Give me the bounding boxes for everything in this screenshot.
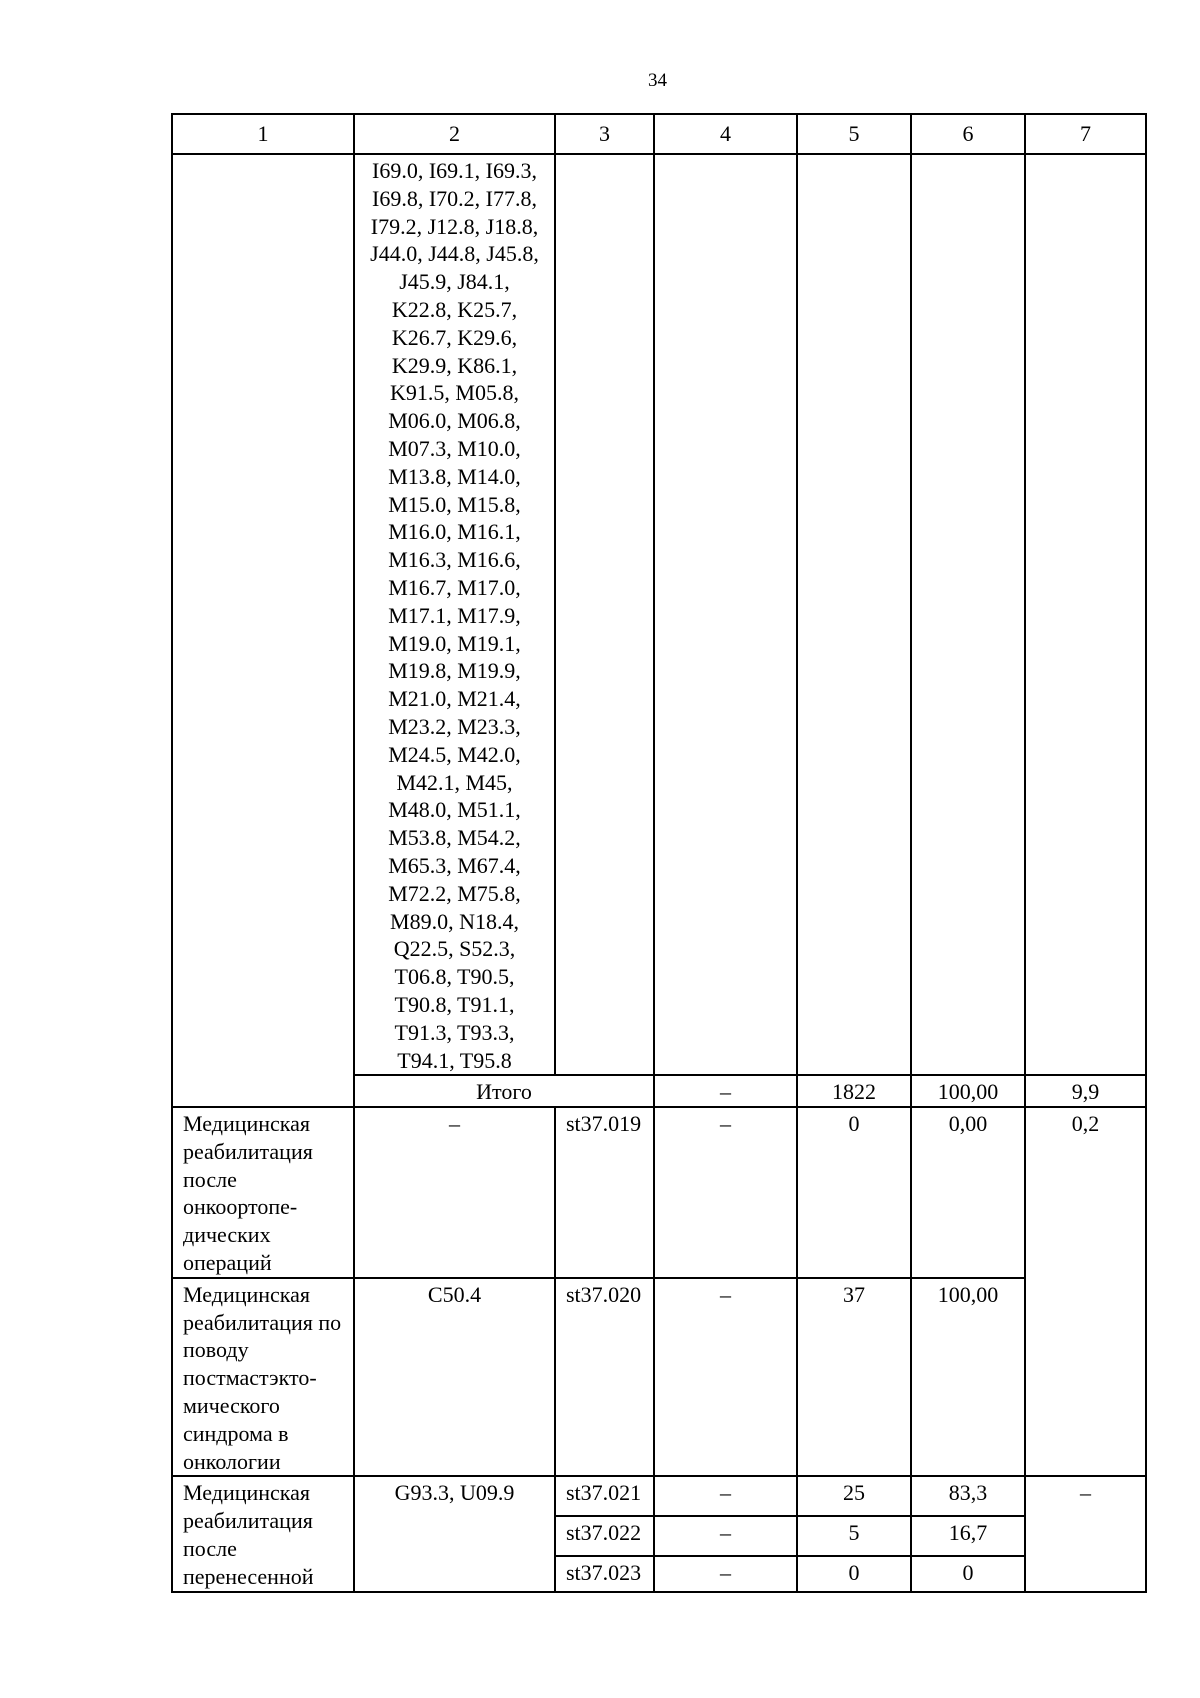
ksg-cell (555, 154, 654, 1075)
table-row (172, 1107, 1146, 1278)
col5-cell: 25 (797, 1476, 911, 1516)
diagnosis-codes-cell: – (354, 1107, 555, 1278)
diagnosis-code-line: Q22.5, S52.3, (393, 936, 516, 962)
col6-cell: 0 (911, 1556, 1025, 1592)
table-row (172, 1476, 1146, 1516)
col5-cell: 37 (797, 1278, 911, 1477)
col6-cell: 0,00 (911, 1107, 1025, 1278)
diagnosis-code-line: M24.5, M42.0, (388, 741, 521, 767)
diagnosis-code-line: M19.8, M19.9, (388, 658, 521, 684)
total-col5: 1822 (797, 1075, 911, 1107)
diagnosis-code-line: I69.0, I69.1, I69.3, (372, 158, 537, 183)
diagnosis-codes-cell: C50.4 (354, 1278, 555, 1477)
group-name-cell: Медицинская реабилитация после онкоортопе-дических операций (172, 1107, 354, 1278)
diagnosis-code-line: M89.0, N18.4, (390, 908, 519, 934)
diagnosis-code-line: J45.9, J84.1, (399, 269, 510, 295)
header-row (172, 114, 1146, 154)
diagnosis-codes-cell: G93.3, U09.9 (354, 1476, 555, 1591)
total-col7: 9,9 (1025, 1075, 1146, 1107)
page-number: 34 (648, 70, 667, 91)
col6-cell: 100,00 (911, 1278, 1025, 1477)
diagnosis-code-line: T94.1, T95.8 (397, 1047, 512, 1073)
diagnosis-code-line: K22.8, K25.7, (391, 296, 518, 322)
table-row (172, 1278, 1146, 1477)
group-name-cell: Медицинская реабилитация по поводу постмастэкто-мического синдрома в онкологии (172, 1278, 354, 1477)
col5-cell: 0 (797, 1556, 911, 1592)
total-label: Итого (354, 1075, 654, 1107)
col6-cell: 83,3 (911, 1476, 1025, 1516)
diagnosis-code-line: M16.7, M17.0, (388, 574, 521, 600)
total-col6: 100,00 (911, 1075, 1025, 1107)
diagnosis-codes-cell (354, 154, 555, 1075)
col7-cell: 0,2 (1025, 1107, 1146, 1476)
group-name-cell: Медицинская реабилитация после перенесенной (172, 1476, 354, 1591)
diagnosis-code-line: M53.8, M54.2, (388, 825, 521, 851)
diagnosis-code-line: M19.0, M19.1, (388, 630, 521, 656)
diagnosis-code-line: M06.0, M06.8, (388, 408, 521, 434)
ksg-cell: st37.022 (555, 1516, 654, 1556)
diagnosis-code-line: T06.8, T90.5, (394, 964, 515, 990)
codes-row (172, 154, 1146, 1075)
header-cell: 7 (1025, 114, 1146, 154)
col5-cell: 0 (797, 1107, 911, 1278)
diagnosis-code-line: T91.3, T93.3, (394, 1019, 515, 1045)
col4-cell: – (654, 1107, 797, 1278)
diagnosis-code-line: M16.0, M16.1, (388, 519, 521, 545)
diagnosis-code-line: I79.2, J12.8, J18.8, (370, 213, 539, 239)
diagnosis-code-line: I69.8, I70.2, I77.8, (372, 185, 537, 211)
header-cell: 6 (911, 114, 1025, 154)
diagnosis-code-line: M48.0, M51.1, (388, 797, 521, 823)
col4-cell (654, 154, 797, 1075)
diagnosis-code-line: K29.9, K86.1, (391, 352, 518, 378)
col7-cell: – (1025, 1476, 1146, 1591)
diagnosis-code-line: M23.2, M23.3, (388, 713, 521, 739)
diagnosis-code-line: M72.2, M75.8, (388, 880, 521, 906)
col4-cell: – (654, 1556, 797, 1592)
ksg-cell: st37.021 (555, 1476, 654, 1516)
diagnosis-code-line: M13.8, M14.0, (388, 463, 521, 489)
header-cell: 4 (654, 114, 797, 154)
header-cell: 1 (172, 114, 354, 154)
header-cell: 2 (354, 114, 555, 154)
ksg-cell: st37.023 (555, 1556, 654, 1592)
header-cell: 3 (555, 114, 654, 154)
col5-cell: 5 (797, 1516, 911, 1556)
diagnosis-code-line: J44.0, J44.8, J45.8, (370, 241, 539, 267)
group-name-cell (172, 154, 354, 1107)
diagnosis-code-line: M42.1, M45, (396, 769, 513, 795)
diagnosis-code-line: M16.3, M16.6, (388, 547, 521, 573)
col4-cell: – (654, 1516, 797, 1556)
col4-cell: – (654, 1476, 797, 1516)
ksg-cell: st37.020 (555, 1278, 654, 1477)
diagnosis-code-line: M65.3, M67.4, (388, 852, 521, 878)
col5-cell (797, 154, 911, 1075)
diagnosis-code-line: M21.0, M21.4, (388, 686, 521, 712)
total-col4: – (654, 1075, 797, 1107)
tariff-table (171, 113, 1147, 1593)
col4-cell: – (654, 1278, 797, 1477)
diagnosis-code-line: M07.3, M10.0, (388, 435, 521, 461)
diagnosis-code-line: K91.5, M05.8, (390, 380, 519, 406)
header-cell: 5 (797, 114, 911, 154)
diagnosis-code-line: K26.7, K29.6, (391, 324, 518, 350)
diagnosis-code-line: T90.8, T91.1, (394, 991, 515, 1017)
col6-cell (911, 154, 1025, 1075)
col7-cell (1025, 154, 1146, 1075)
ksg-cell: st37.019 (555, 1107, 654, 1278)
col6-cell: 16,7 (911, 1516, 1025, 1556)
diagnosis-code-line: M15.0, M15.8, (388, 491, 521, 517)
diagnosis-code-line: M17.1, M17.9, (388, 602, 521, 628)
